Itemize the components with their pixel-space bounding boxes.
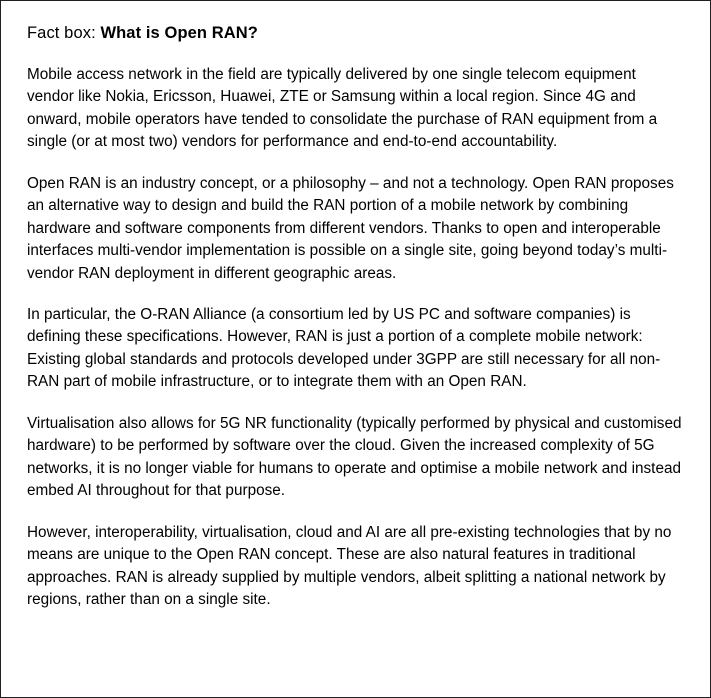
fact-box-label: Fact box: (27, 24, 96, 42)
fact-box-paragraph-1: Mobile access network in the field are typically delivered by one single telecom equipment vendor like Nokia, Ericsson, Huawei, ZTE or Samsung within a local region. Since 4G and onward, mobile operators have tended to consolidate the purchase of RAN equipment from a single (or at most two) vendors for performance and end-to-end accountability. (27, 65, 658, 151)
fact-box-paragraph-3: In particular, the O-RAN Alliance (a consortium led by US PC and software companies) is defining these specifications. However, RAN is just a portion of a complete mobile network: Existing global standards and protocols developed under 3GPP are still necessary for all non-RAN part of mobile infrastructure, or to integrate them with an Open RAN. (27, 305, 661, 391)
fact-box-paragraph-4: Virtualisation also allows for 5G NR functionality (typically performed by physical and customised hardware) to be performed by software over the cloud. Given the increased complexity of 5G networks, it is no longer viable for humans to operate and optimise a mobile network and instead embed AI throughout for that purpose. (27, 414, 682, 500)
fact-box-heading (27, 23, 684, 44)
fact-box-paragraph-5: However, interoperability, virtualisation, cloud and AI are all pre-existing technologies that by no means are unique to the Open RAN concept. These are also natural features in traditional approaches. RAN is already supplied by multiple vendors, albeit splitting a national network by regions, rather than on a single site. (27, 523, 672, 609)
fact-box-paragraph-2: Open RAN is an industry concept, or a philosophy – and not a technology. Open RAN proposes an alternative way to design and build the RAN portion of a mobile network by combining hardware and software components from different vendors. Thanks to open and interoperable interfaces multi-vendor implementation is possible on a single site, going beyond today’s multi-vendor RAN deployment in different geographic areas. (27, 174, 674, 282)
fact-box-title: What is Open RAN? (100, 24, 258, 42)
